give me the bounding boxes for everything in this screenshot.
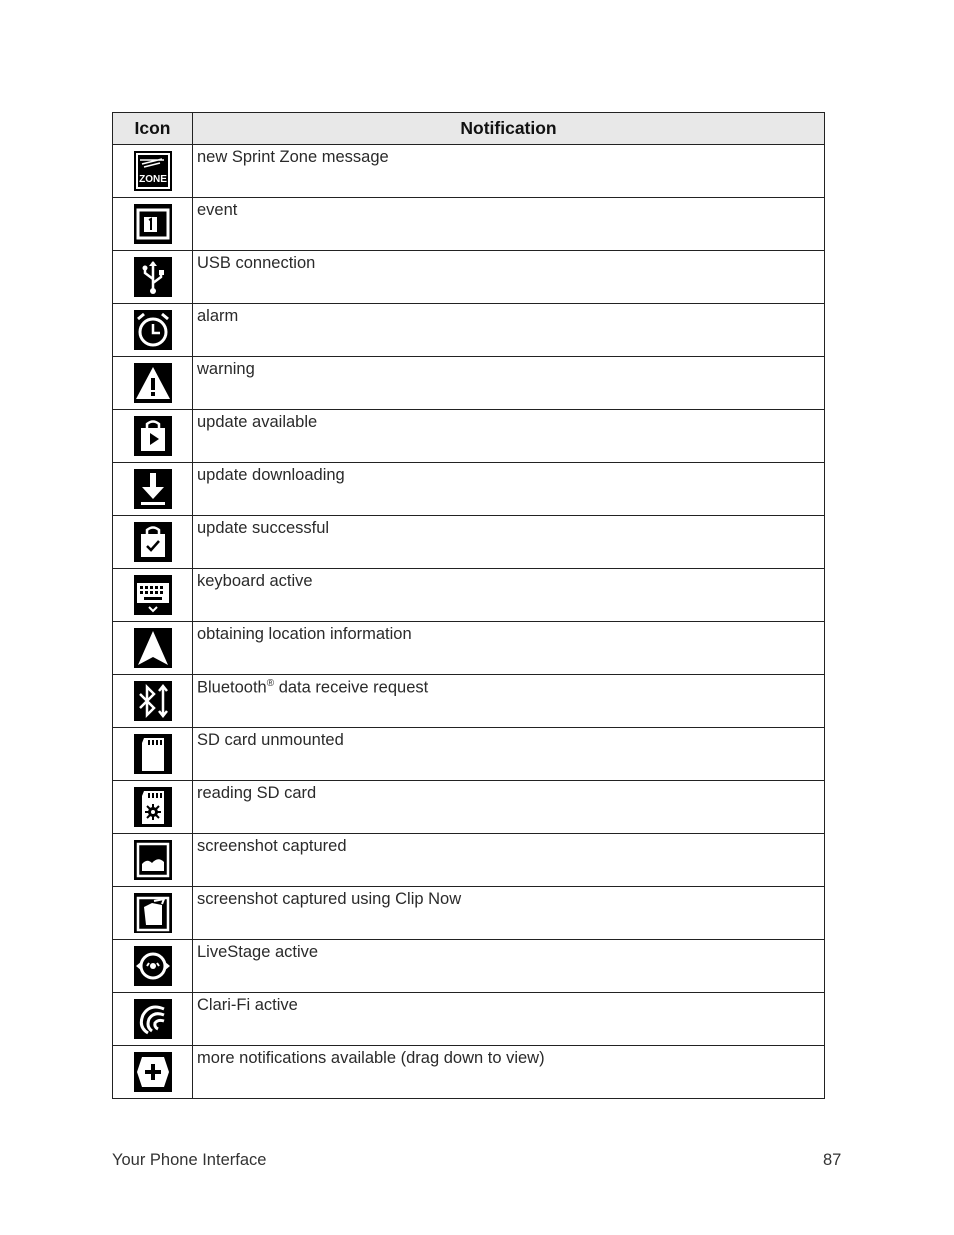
notification-label: update available (193, 410, 825, 463)
table-row (113, 251, 825, 304)
update-success-icon (134, 522, 172, 562)
notification-label: keyboard active (193, 569, 825, 622)
table-row (113, 304, 825, 357)
alarm-clock-icon (134, 310, 172, 350)
footer-section-title: Your Phone Interface (112, 1151, 267, 1169)
notification-label: obtaining location information (193, 622, 825, 675)
table-row (113, 463, 825, 516)
table-row (113, 781, 825, 834)
table-row (113, 675, 825, 728)
calendar-event-icon (134, 204, 172, 244)
notification-label: event (193, 198, 825, 251)
notification-column-header: Notification (193, 113, 825, 145)
keyboard-icon (134, 575, 172, 615)
notification-label: LiveStage active (193, 940, 825, 993)
notification-label: warning (193, 357, 825, 410)
table-row (113, 834, 825, 887)
icon-column-header: Icon (113, 113, 193, 145)
download-icon (134, 469, 172, 509)
registered-mark: ® (266, 678, 275, 689)
notification-label: screenshot captured using Clip Now (193, 887, 825, 940)
table-row (113, 728, 825, 781)
table-row (113, 357, 825, 410)
notification-label: USB connection (193, 251, 825, 304)
sd-card-icon (134, 734, 172, 774)
notification-label: reading SD card (193, 781, 825, 834)
page-number: 87 (823, 1151, 842, 1169)
warning-icon (134, 363, 172, 403)
notification-label: new Sprint Zone message (193, 145, 825, 198)
notification-label: SD card unmounted (193, 728, 825, 781)
livestage-icon (134, 946, 172, 986)
screenshot-icon (134, 840, 172, 880)
play-store-update-icon (134, 416, 172, 456)
table-row (113, 198, 825, 251)
usb-icon (134, 257, 172, 297)
more-notifications-icon (134, 1052, 172, 1092)
table-row (113, 993, 825, 1046)
notification-label: update successful (193, 516, 825, 569)
table-row (113, 1046, 825, 1099)
notification-label-suffix: data receive request (274, 678, 429, 697)
notification-label: update downloading (193, 463, 825, 516)
notification-label: more notifications available (drag down to view) (193, 1046, 825, 1099)
clip-now-icon (134, 893, 172, 933)
table-row (113, 516, 825, 569)
table-row (113, 410, 825, 463)
table-row (113, 622, 825, 675)
bluetooth-transfer-icon (134, 681, 172, 721)
notification-icons-table (112, 112, 825, 1099)
table-row (113, 569, 825, 622)
sprint-zone-icon (134, 151, 172, 191)
clari-fi-icon (134, 999, 172, 1039)
notification-label: Clari-Fi active (193, 993, 825, 1046)
location-arrow-icon (134, 628, 172, 668)
table-row (113, 145, 825, 198)
svg-text:ZONE: ZONE (138, 174, 167, 185)
table-row (113, 940, 825, 993)
notification-label: screenshot captured (193, 834, 825, 887)
sd-card-reading-icon (134, 787, 172, 827)
notification-label: Bluetooth (197, 678, 267, 697)
table-header-row (113, 113, 825, 145)
table-row (113, 887, 825, 940)
notification-label: alarm (193, 304, 825, 357)
